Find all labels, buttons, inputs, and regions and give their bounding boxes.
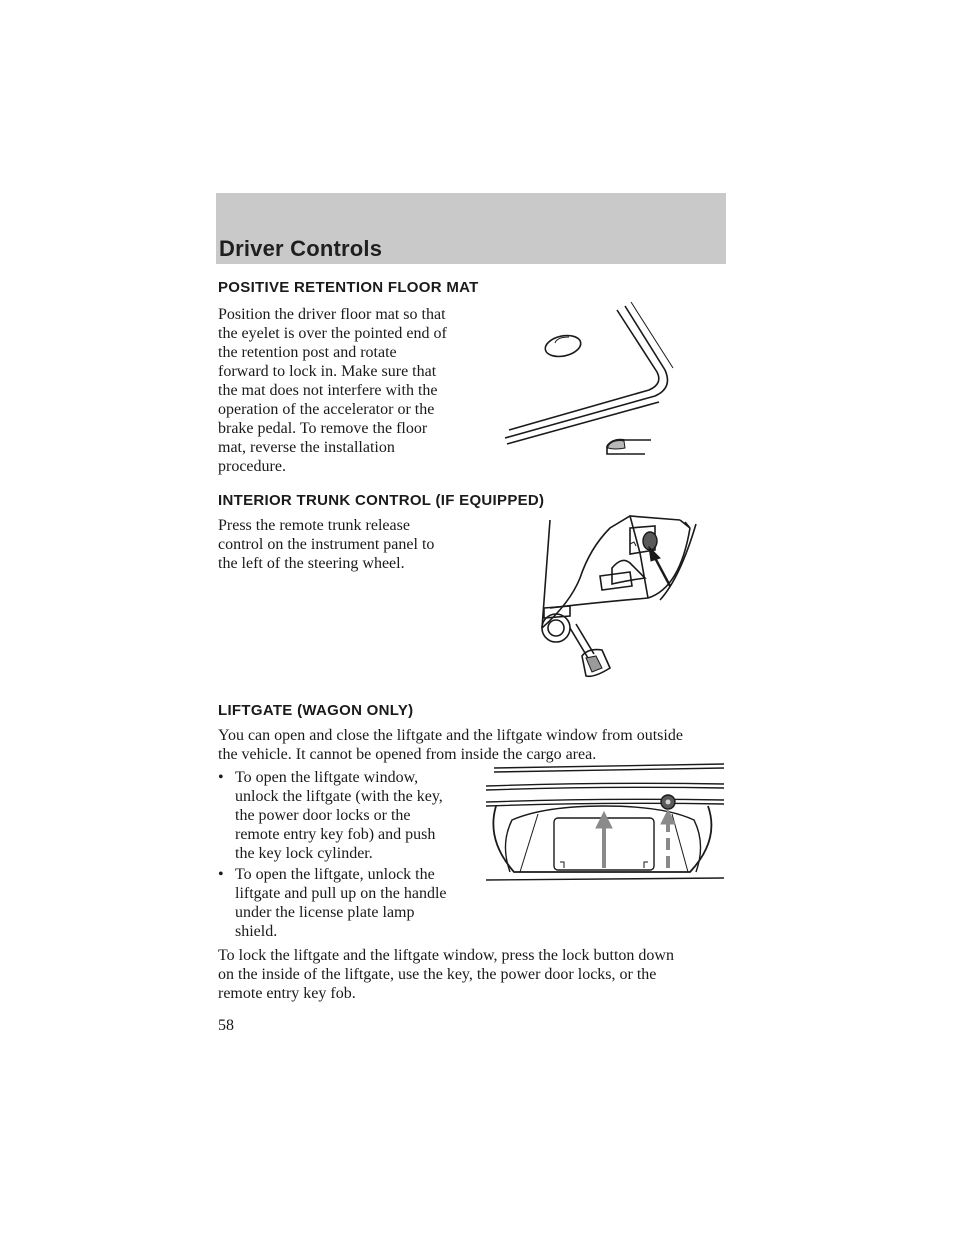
floor-mat-illustration bbox=[495, 298, 675, 473]
text-line: on the inside of the liftgate, use the key, the power door locks, or the bbox=[218, 966, 657, 983]
text-line: procedure. bbox=[218, 458, 286, 475]
page-number: 58 bbox=[218, 1017, 234, 1034]
floor-mat-paragraph bbox=[218, 305, 447, 476]
text-line: To lock the liftgate and the liftgate window, press the lock button down bbox=[218, 947, 674, 964]
liftgate-illustration bbox=[484, 760, 726, 890]
text-line: the retention post and rotate bbox=[218, 344, 397, 361]
trunk-control-heading: INTERIOR TRUNK CONTROL (IF EQUIPPED) bbox=[218, 492, 545, 509]
bullet-symbol: • bbox=[218, 769, 224, 786]
text-line: To open the liftgate, unlock the bbox=[235, 866, 435, 883]
text-line: remote entry key fob. bbox=[218, 985, 356, 1002]
text-line: Position the driver floor mat so that bbox=[218, 306, 446, 323]
text-line: You can open and close the liftgate and the liftgate window from outside bbox=[218, 727, 683, 744]
bullet-text bbox=[235, 865, 475, 941]
text-line: operation of the accelerator or the bbox=[218, 401, 435, 418]
bullet-text bbox=[235, 768, 475, 863]
liftgate-closing-paragraph bbox=[218, 946, 674, 1003]
text-line: Press the remote trunk release bbox=[218, 517, 410, 534]
text-line: the mat does not interfere with the bbox=[218, 382, 438, 399]
page-title: Driver Controls bbox=[219, 236, 383, 261]
text-line: unlock the liftgate (with the key, bbox=[235, 788, 443, 805]
text-line: remote entry key fob) and push bbox=[235, 826, 436, 843]
text-line: brake pedal. To remove the floor bbox=[218, 420, 428, 437]
trunk-release-illustration bbox=[530, 508, 710, 683]
text-line: shield. bbox=[235, 923, 278, 940]
bullet-symbol: • bbox=[218, 866, 224, 883]
text-line: the vehicle. It cannot be opened from inside the cargo area. bbox=[218, 746, 597, 763]
trunk-control-paragraph bbox=[218, 516, 434, 573]
liftgate-heading: LIFTGATE (WAGON ONLY) bbox=[218, 702, 414, 719]
floor-mat-heading: POSITIVE RETENTION FLOOR MAT bbox=[218, 279, 479, 296]
text-line: the key lock cylinder. bbox=[235, 845, 373, 862]
text-line: forward to lock in. Make sure that bbox=[218, 363, 437, 380]
text-line: mat, reverse the installation bbox=[218, 439, 395, 456]
text-line: control on the instrument panel to bbox=[218, 536, 435, 553]
text-line: the eyelet is over the pointed end of bbox=[218, 325, 447, 342]
text-line: To open the liftgate window, bbox=[235, 769, 419, 786]
text-line: liftgate and pull up on the handle bbox=[235, 885, 447, 902]
text-line: the left of the steering wheel. bbox=[218, 555, 405, 572]
text-line: the power door locks or the bbox=[235, 807, 411, 824]
text-line: under the license plate lamp bbox=[235, 904, 415, 921]
liftgate-intro-paragraph bbox=[218, 726, 683, 764]
